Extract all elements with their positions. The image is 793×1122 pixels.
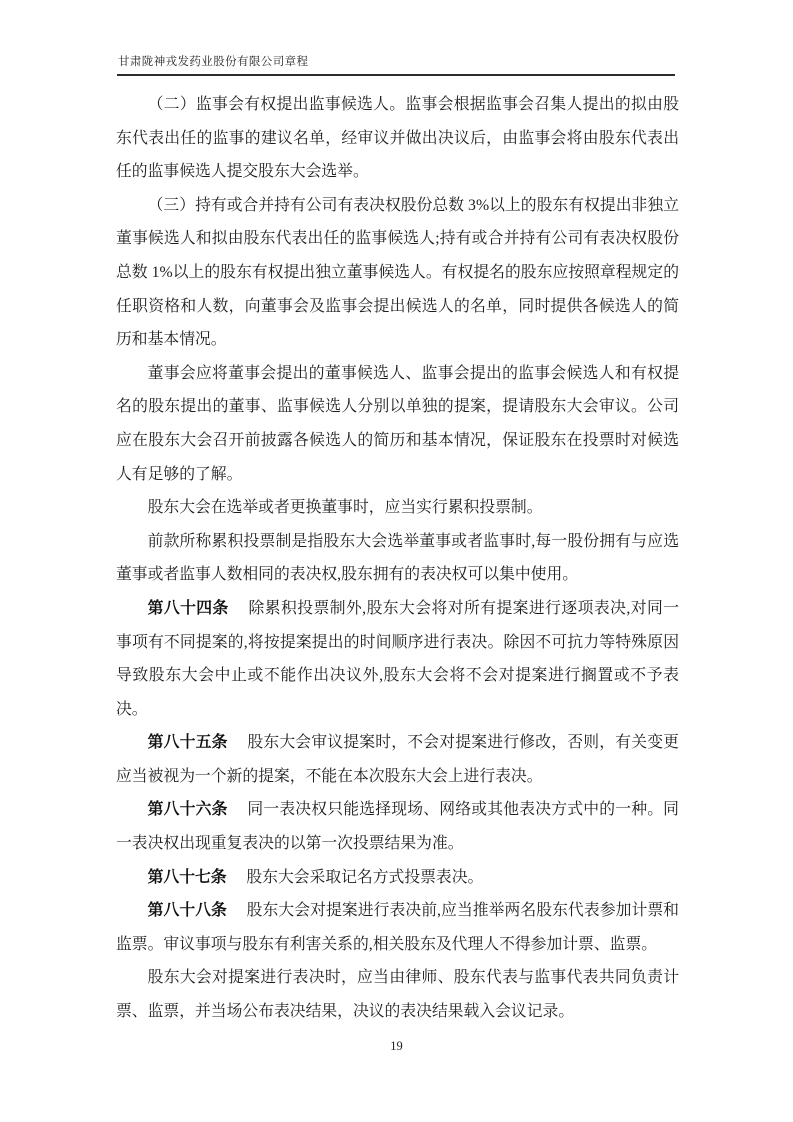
- paragraph-article-84: [116, 592, 679, 726]
- paragraph-text: 除累积投票制外,股东大会将对所有提案进行逐项表决,对同一事项有不同提案的,将按提案提出的时间顺序进行表决。除因不可抗力等特殊原因导致股东大会中止或不能作出决议外,股东大会将不会对提案进行搁置或不予表决。: [116, 599, 679, 718]
- article-number: 第八十五条: [147, 734, 228, 752]
- page-number: 19: [390, 1039, 403, 1053]
- paragraph-text: （二）监事会有权提出监事候选人。监事会根据监事会召集人提出的拟由股东代表出任的监事的建议名单，经审议并做出决议后，由监事会将由股东代表出任的监事候选人提交股东大会选举。: [116, 96, 679, 181]
- paragraph-article-85: [116, 726, 679, 793]
- document-body: [116, 88, 679, 1029]
- paragraph-article-86: [116, 793, 679, 860]
- paragraph-text: 股东大会在选举或者更换董事时，应当实行累积投票制。: [147, 499, 543, 517]
- paragraph: [116, 357, 679, 491]
- paragraph: [116, 961, 679, 1028]
- paragraph-text: 股东大会对提案进行表决前,应当推举两名股东代表参加计票和监票。审议事项与股东有利害关系的,相关股东及代理人不得参加计票、监票。: [116, 902, 679, 953]
- paragraph-text: 股东大会对提案进行表决时，应当由律师、股东代表与监事代表共同负责计票、监票，并当场公布表决结果，决议的表决结果载入会议记录。: [116, 969, 679, 1021]
- paragraph-text: 前款所称累积投票制是指股东大会选举董事或者监事时,每一股份拥有与应选董事或者监事人数相同的表决权,股东拥有的表决权可以集中使用。: [116, 532, 679, 584]
- paragraph: [116, 189, 679, 357]
- article-number: 第八十八条: [147, 902, 227, 920]
- article-number: 第八十四条: [147, 599, 229, 617]
- document-header-title: 甘肃陇神戎发药业股份有限公司章程: [118, 56, 309, 68]
- paragraph-text: 董事会应将董事会提出的董事候选人、监事会提出的监事会候选人和有权提名的股东提出的董事、监事候选人分别以单独的提案，提请股东大会审议。公司应在股东大会召开前披露各候选人的简历和基本情况，保证股东在投票时对候选人有足够的了解。: [116, 364, 679, 483]
- article-number: 第八十六条: [147, 801, 228, 819]
- paragraph-article-87: [116, 861, 679, 895]
- paragraph-article-88: [116, 894, 679, 961]
- paragraph: [116, 88, 679, 189]
- paragraph: [116, 491, 679, 525]
- article-number: 第八十七条: [147, 868, 227, 886]
- paragraph-text: （三）持有或合并持有公司有表决权股份总数 3%以上的股东有权提出非独立董事候选人和拟由股东代表出任的监事候选人;持有或合并持有公司有表决权股份总数 1%以上的股东有权提出独立董事候选人。有权提名的股东应按照章程规定的任职资格和人数，向董事会及监事会提出候选人的名单，同时提供各候选人的简历和基本情况。: [116, 196, 679, 349]
- paragraph-text: 股东大会审议提案时，不会对提案进行修改，否则，有关变更应当被视为一个新的提案，不能在本次股东大会上进行表决。: [116, 734, 679, 785]
- paragraph: [116, 525, 679, 592]
- paragraph-text: 股东大会采取记名方式投票表决。: [246, 868, 484, 886]
- paragraph-text: 同一表决权只能选择现场、网络或其他表决方式中的一种。同一表决权出现重复表决的以第一次投票结果为准。: [116, 801, 679, 853]
- header-divider-rule: [117, 74, 675, 76]
